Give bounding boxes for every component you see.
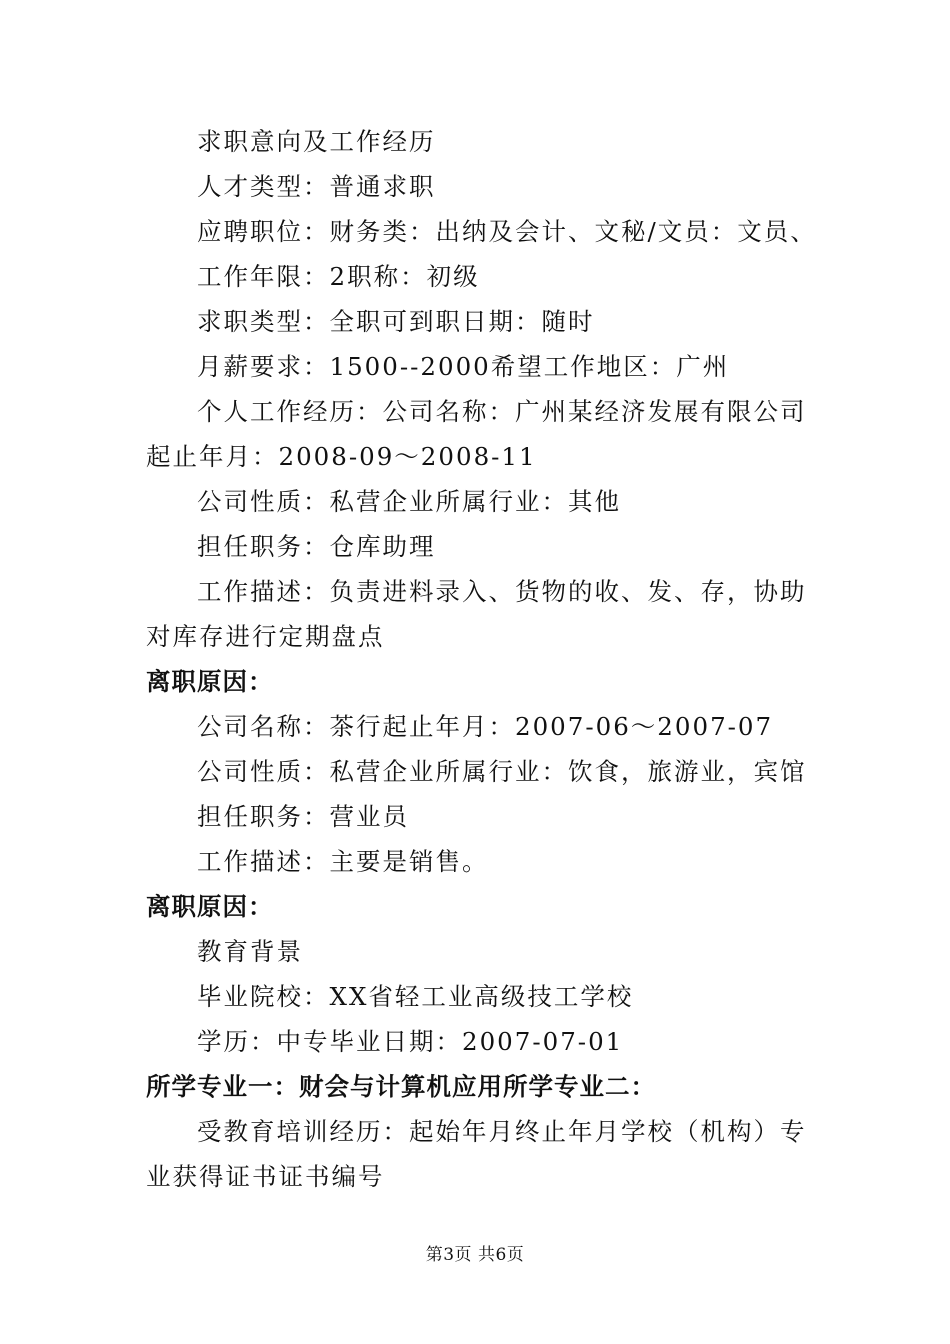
job-type-line: 求职类型：全职可到职日期：随时	[197, 307, 595, 336]
position-line: 应聘职位：财务类：出纳及会计、文秘/文员：文员、	[197, 217, 817, 246]
work-years-line: 工作年限：2职称：初级	[197, 262, 480, 291]
job-title-2-line: 担任职务：营业员	[197, 802, 409, 831]
training-line: 受教育培训经历：起始年月终止年月学校（机构）专业获得证书证书编号	[146, 1117, 807, 1191]
company-nature-1-line: 公司性质：私营企业所属行业：其他	[197, 487, 621, 516]
salary-line: 月薪要求：1500--2000希望工作地区：广州	[197, 352, 730, 381]
leave-reason-2-heading: 离职原因：	[146, 892, 274, 921]
page-number-footer: 第3页 共6页	[425, 1245, 525, 1265]
job-title-1-line: 担任职务：仓库助理	[197, 532, 436, 561]
major-line: 所学专业一：财会与计算机应用所学专业二：	[146, 1072, 656, 1101]
talent-type-line: 人才类型：普通求职	[197, 172, 436, 201]
company-2-line: 公司名称：茶行起止年月：2007-06～2007-07	[197, 712, 774, 741]
company-nature-2-line: 公司性质：私营企业所属行业：饮食，旅游业，宾馆	[197, 757, 807, 786]
job-description-1-line: 工作描述：负责进料录入、货物的收、发、存，协助对库存进行定期盘点	[146, 577, 807, 651]
work-history-1-line: 个人工作经历：公司名称：广州某经济发展有限公司起止年月：2008-09～2008-11	[146, 397, 807, 471]
section-heading-intent: 求职意向及工作经历	[197, 127, 436, 156]
degree-line: 学历：中专毕业日期：2007-07-01	[197, 1027, 624, 1056]
school-line: 毕业院校：XX省轻工业高级技工学校	[197, 982, 634, 1011]
leave-reason-1-heading: 离职原因：	[146, 667, 274, 696]
job-description-2-line: 工作描述：主要是销售。	[197, 847, 489, 876]
education-heading: 教育背景	[197, 937, 303, 966]
